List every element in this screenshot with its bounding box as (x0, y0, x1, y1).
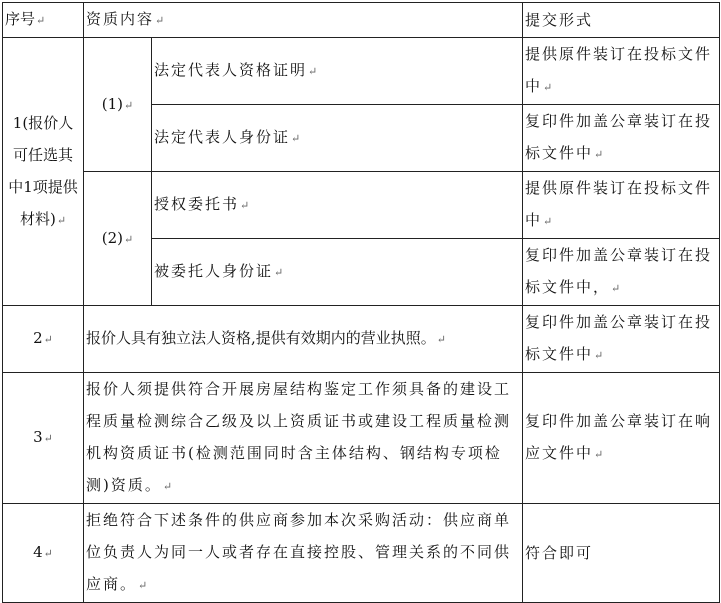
row2-number: 2 (33, 329, 43, 347)
row3-number: 3 (33, 428, 43, 446)
row2-content-cell (84, 306, 523, 373)
row1-number: 1(报价人可任选其中1项提供材料) (8, 113, 78, 228)
paragraph-mark-icon: ↵ (138, 579, 150, 592)
paragraph-mark-icon: ↵ (543, 81, 555, 94)
paragraph-mark-icon: ↵ (594, 148, 606, 161)
row3-number-cell (3, 373, 84, 504)
group1-item1-form-cell (523, 38, 720, 105)
row2-number-cell (3, 306, 84, 373)
paragraph-mark-icon: ↵ (543, 215, 555, 228)
group1-item2-cell (152, 105, 523, 172)
table-row (3, 38, 720, 105)
paragraph-mark-icon: ↵ (274, 266, 286, 279)
table-row (3, 306, 720, 373)
group2-item2-form: 复印件加盖公章装订在投标文件中， (525, 246, 713, 296)
row2-form-cell (523, 306, 720, 373)
row3-form: 复印件加盖公章装订在响应文件中 (525, 412, 713, 462)
paragraph-mark-icon: ↵ (611, 282, 623, 295)
header-cell-content (84, 3, 523, 38)
header-cell-no (3, 3, 84, 38)
paragraph-mark-icon: ↵ (291, 132, 303, 145)
group2-item1-form: 提供原件装订在投标文件中 (525, 179, 713, 229)
row4-content: 拒绝符合下述条件的供应商参加本次采购活动：供应商单位负责人为同一人或者存在直接控股、管理关系的不同供应商。 (86, 511, 512, 593)
paragraph-mark-icon: ↵ (124, 98, 134, 112)
paragraph-mark-icon: ↵ (594, 349, 606, 362)
group2-label-cell (84, 172, 152, 306)
row4-number: 4 (33, 543, 43, 561)
header-cell-form (523, 3, 720, 38)
row3-content-cell (84, 373, 523, 504)
paragraph-mark-icon: ↵ (43, 333, 53, 346)
paragraph-mark-icon: ↵ (36, 14, 46, 27)
table-row (3, 504, 720, 603)
paragraph-mark-icon: ↵ (240, 199, 252, 212)
header-form-text: 提交形式 (525, 11, 594, 29)
paragraph-mark-icon: ↵ (56, 213, 67, 227)
group2-item2-form-cell (523, 239, 720, 306)
row3-content: 报价人须提供符合开展房屋结构鉴定工作须具备的建设工程质量检测综合乙级及以上资质证书或建设工程质量检测机构资质证书(检测范围同时含主体结构、钢结构专项检测)资质。 (86, 380, 512, 494)
header-content-text: 资质内容 (86, 10, 155, 28)
table-row (3, 172, 720, 239)
paragraph-mark-icon: ↵ (162, 480, 175, 493)
row4-number-cell (3, 504, 84, 603)
group1-label: (1) (101, 94, 124, 113)
group1-item2-form-cell (523, 105, 720, 172)
paragraph-mark-icon: ↵ (594, 448, 606, 461)
paragraph-mark-icon: ↵ (43, 432, 53, 445)
table-header-row (3, 3, 720, 38)
paragraph-mark-icon: ↵ (308, 65, 320, 78)
qualification-table (2, 2, 720, 603)
row2-content: 报价人具有独立法人资格,提供有效期内的营业执照。 (86, 329, 436, 347)
group1-item1-cell (152, 38, 523, 105)
group2-item1-cell (152, 172, 523, 239)
row4-form: 符合即可 (525, 544, 594, 562)
group2-item1-form-cell (523, 172, 720, 239)
paragraph-mark-icon: ↵ (43, 547, 53, 560)
row1-number-cell (3, 38, 84, 306)
group1-item1-form: 提供原件装订在投标文件中 (525, 45, 713, 95)
paragraph-mark-icon: ↵ (155, 14, 165, 27)
paragraph-mark-icon: ↵ (124, 232, 134, 246)
group1-item2: 法定代表人身份证 (154, 128, 291, 146)
group2-item1: 授权委托书 (154, 195, 240, 213)
row4-form-cell (523, 504, 720, 603)
row2-form: 复印件加盖公章装订在投标文件中 (525, 313, 713, 363)
row3-form-cell (523, 373, 720, 504)
header-no-text: 序号 (5, 10, 36, 28)
group1-label-cell (84, 38, 152, 172)
group2-item2: 被委托人身份证 (154, 262, 274, 280)
group2-label: (2) (101, 228, 124, 247)
table-row (3, 373, 720, 504)
paragraph-mark-icon: ↵ (436, 333, 446, 346)
group1-item2-form: 复印件加盖公章装订在投标文件中 (525, 112, 713, 162)
row4-content-cell (84, 504, 523, 603)
group2-item2-cell (152, 239, 523, 306)
group1-item1: 法定代表人资格证明 (154, 61, 308, 79)
